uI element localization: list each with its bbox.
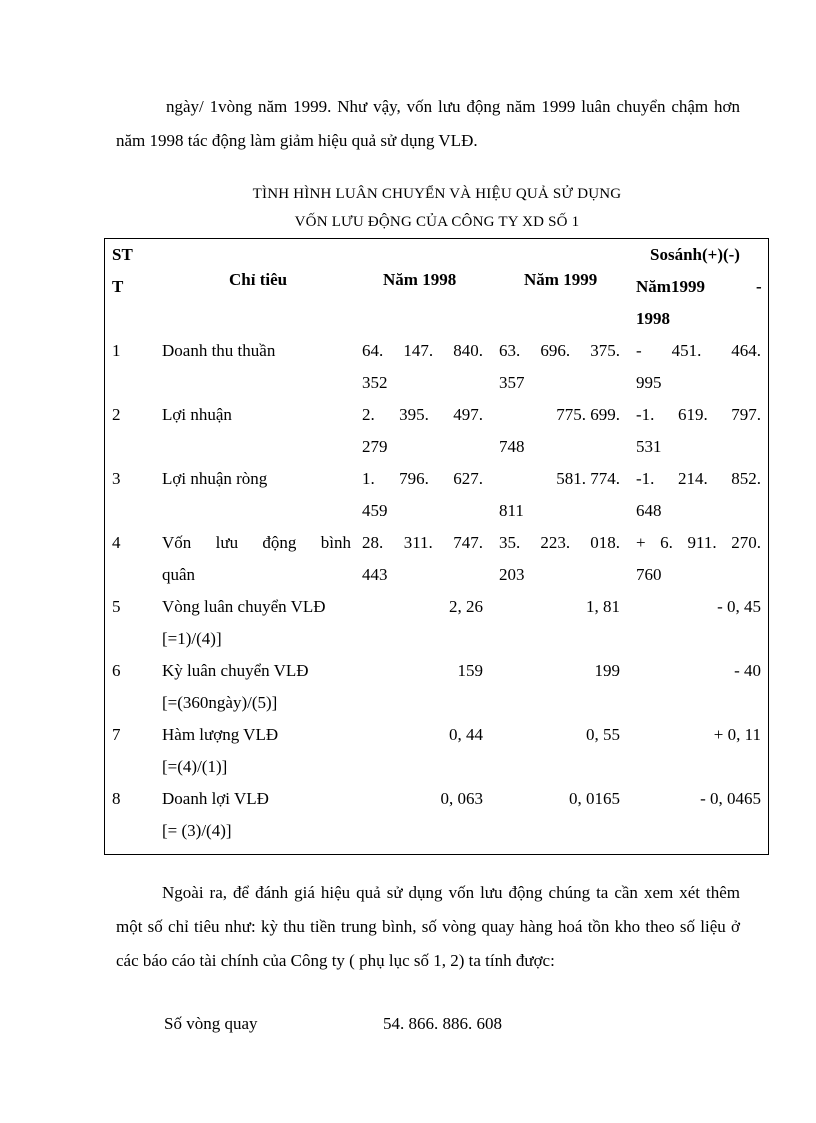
header-compare-dash: - (756, 277, 762, 296)
row-value-1998-line1: 28. 311. 747. (362, 533, 483, 552)
row-compare-line2: 760 (636, 565, 662, 584)
row-value-1999: 0, 55 (586, 725, 620, 744)
last-line-value: 54. 866. 886. 608 (383, 1014, 502, 1033)
row-indicator-line2: [=1)/(4)] (162, 629, 222, 648)
row-indicator-line1: Lợi nhuận (162, 405, 232, 424)
row-stt: 3 (112, 469, 121, 488)
row-compare-line1: -1. 619. 797. (636, 405, 761, 424)
row-compare: + 0, 11 (713, 725, 761, 744)
header-stt-line2: T (112, 277, 124, 296)
last-line-label: Số vòng quay (164, 1014, 258, 1033)
row-compare-line1: -1. 214. 852. (636, 469, 761, 488)
header-year-1999: Năm 1999 (524, 270, 598, 289)
row-value-1999-line1: 581. 774. (556, 469, 620, 488)
row-value-1999: 0, 0165 (569, 789, 620, 808)
row-indicator-line1: Lợi nhuận ròng (162, 469, 268, 488)
row-indicator-line1: Doanh lợi VLĐ (162, 789, 269, 808)
row-value-1999-line2: 748 (499, 437, 525, 456)
row-compare-line2: 648 (636, 501, 662, 520)
row-value-1999: 1, 81 (586, 597, 620, 616)
row-compare-line1: - 451. 464. (636, 341, 761, 360)
row-value-1999-line1: 63. 696. 375. (499, 341, 620, 360)
row-stt: 7 (112, 725, 121, 744)
row-value-1999-line2: 203 (499, 565, 525, 584)
header-indicator: Chỉ tiêu (229, 270, 288, 289)
row-indicator-line2: quân (162, 565, 196, 584)
header-compare-line3: 1998 (636, 309, 670, 328)
row-stt: 8 (112, 789, 121, 808)
row-indicator-line1: Doanh thu thuần (162, 341, 276, 360)
row-indicator-line1: Vòng luân chuyển VLĐ (162, 597, 326, 616)
row-value-1998-line2: 459 (362, 501, 388, 520)
row-stt: 4 (112, 533, 121, 552)
row-indicator-line1: Kỳ luân chuyển VLĐ (162, 661, 309, 680)
row-value-1999-line2: 811 (499, 501, 524, 520)
row-indicator-line2: [=(360ngày)/(5)] (162, 693, 278, 712)
row-value-1998: 0, 44 (449, 725, 483, 744)
row-stt: 2 (112, 405, 121, 424)
row-indicator-line2: [= (3)/(4)] (162, 821, 232, 840)
row-stt: 6 (112, 661, 121, 680)
row-indicator-line2: [=(4)/(1)] (162, 757, 228, 776)
row-compare-line1: + 6. 911. 270. (636, 533, 761, 552)
row-value-1999-line1: 35. 223. 018. (499, 533, 620, 552)
row-indicator-line1: Vốn lưu động bình (162, 533, 351, 552)
row-value-1998: 0, 063 (440, 789, 483, 808)
row-stt: 5 (112, 597, 121, 616)
row-value-1999-line2: 357 (499, 373, 525, 392)
table-title-line-1: TÌNH HÌNH LUÂN CHUYỂN VÀ HIỆU QUẢ SỬ DỤNG (252, 186, 622, 202)
table-title-line-2: VỐN LƯU ĐỘNG CỦA CÔNG TY XD SỐ 1 (294, 214, 580, 230)
indicator-table (104, 238, 769, 855)
row-value-1998-line2: 279 (362, 437, 388, 456)
row-compare: - 0, 45 (717, 597, 761, 616)
row-compare-line2: 995 (636, 373, 662, 392)
row-value-1998-line2: 443 (362, 565, 388, 584)
row-value-1999-line1: 775. 699. (556, 405, 620, 424)
header-compare-line1: Sosánh(+)(-) (650, 245, 740, 264)
row-value-1998-line1: 1. 796. 627. (362, 469, 483, 488)
row-compare: - 0, 0465 (700, 789, 761, 808)
outro-paragraph: Ngoài ra, để đánh giá hiệu quả sử dụng vốn lưu động chúng ta cần xem xét thêm một số chỉ tiêu như: kỳ thu tiền trung bình, số vòng quay hàng hoá tồn kho theo số liệu ở các báo cáo tài chính của Công ty ( phụ lục số 1, 2) ta tính được: (116, 883, 740, 970)
row-compare-line2: 531 (636, 437, 662, 456)
header-stt-line1: ST (112, 245, 133, 264)
row-value-1999: 199 (594, 661, 620, 680)
intro-paragraph: ngày/ 1vòng năm 1999. Như vậy, vốn lưu động năm 1999 luân chuyển chậm hơn năm 1998 tác động làm giảm hiệu quả sử dụng VLĐ. (116, 97, 740, 150)
header-year-1998: Năm 1998 (383, 270, 457, 289)
row-value-1998: 2, 26 (449, 597, 483, 616)
row-value-1998-line1: 64. 147. 840. (362, 341, 483, 360)
row-value-1998-line2: 352 (362, 373, 388, 392)
row-indicator-line1: Hàm lượng VLĐ (162, 725, 279, 744)
header-compare-line2: Năm1999 (636, 277, 705, 296)
row-value-1998: 159 (457, 661, 483, 680)
row-stt: 1 (112, 341, 121, 360)
row-compare: - 40 (734, 661, 761, 680)
row-value-1998-line1: 2. 395. 497. (362, 405, 483, 424)
